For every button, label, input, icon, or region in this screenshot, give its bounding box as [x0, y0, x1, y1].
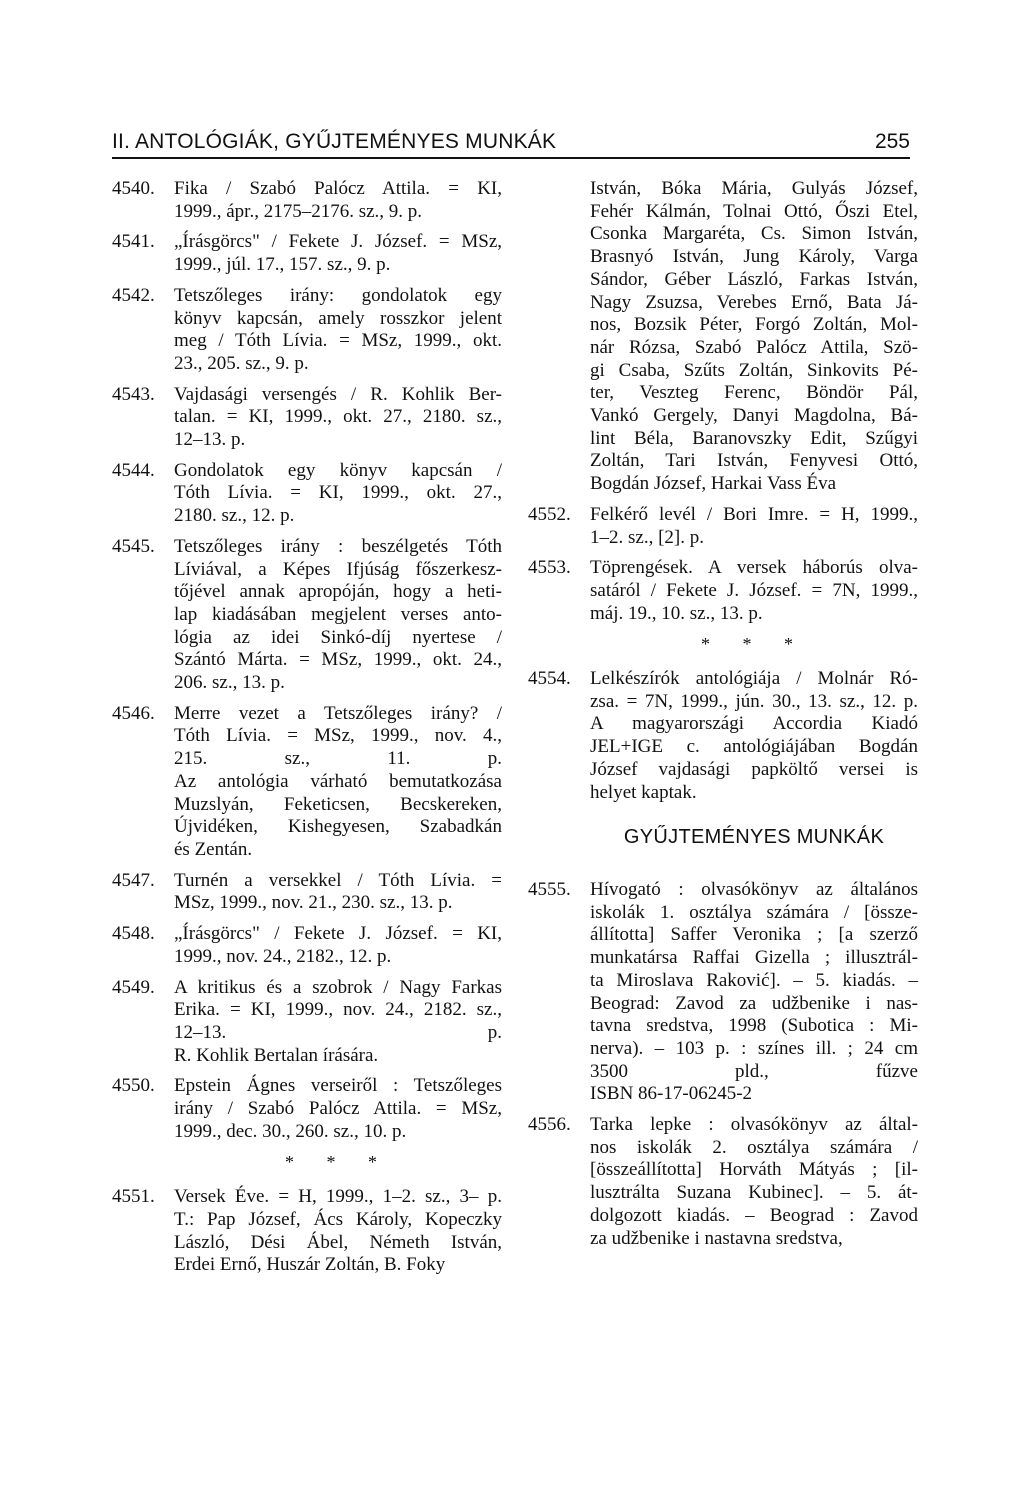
entry-line: Szántó Márta. = MSz, 1999., okt. 24.,: [174, 649, 502, 671]
entry-line: Felkérő levél / Bori Imre. = H, 1999.,: [590, 503, 918, 525]
entry-line: 1999., dec. 30., 260. sz., 10. p.: [174, 1120, 407, 1142]
page-number: 255: [874, 130, 910, 153]
entry-line: 1999., nov. 24., 2182., 12. p.: [174, 945, 392, 967]
bibliography-entry: [112, 870, 502, 915]
entry-line: Epstein Ágnes verseiről : Tetszőleges: [174, 1075, 502, 1097]
entry-number: 4551.: [112, 1186, 155, 1208]
entry-line: munkatársa Raffai Gizella ; illusztrál-: [590, 947, 918, 969]
entry-line: Turnén a versekkel / Tóth Lívia. =: [174, 869, 502, 891]
bibliography-entry: [112, 384, 502, 452]
entry-number: 4550.: [112, 1075, 155, 1097]
entry-line: 206. sz., 13. p.: [174, 672, 285, 694]
entry-line: lusztrálta Suzana Kubinec]. – 5. át-: [590, 1182, 918, 1204]
entry-line: 12–13. p.: [174, 1021, 502, 1043]
entry-line: Zoltán, Tari István, Fenyvesi Ottó,: [590, 450, 918, 472]
section-separator: * * *: [285, 1152, 391, 1173]
entry-line: Lelkészírók antológiája / Molnár Ró-: [590, 668, 918, 690]
entry-line: ISBN 86-17-06245-2: [590, 1083, 753, 1105]
entry-line: Gondolatok egy könyv kapcsán /: [174, 459, 502, 481]
entry-line: Vajdasági versengés / R. Kohlik Ber-: [174, 383, 502, 405]
entry-text: [590, 504, 918, 549]
entry-line: 1999., júl. 17., 157. sz., 9. p.: [174, 254, 391, 276]
entry-line: László, Dési Ábel, Németh István,: [174, 1231, 502, 1253]
entry-line: és Zentán.: [174, 838, 253, 860]
entry-line: Tetszőleges irány: gondolatok egy: [174, 284, 502, 306]
entry-continuation: [590, 178, 918, 496]
entry-line: máj. 19., 10. sz., 13. p.: [590, 602, 763, 624]
bibliography-entry: [112, 178, 502, 223]
entry-line: A kritikus és a szobrok / Nagy Farkas: [174, 976, 502, 998]
bibliography-entry: [528, 879, 918, 1106]
entry-line: Hívogató : olvasókönyv az általános: [590, 878, 918, 900]
entry-line: zsa. = 7N, 1999., jún. 30., 13. sz., 12. p.: [590, 690, 918, 712]
entry-line: nerva). – 103 p. : színes ill. ; 24 cm: [590, 1037, 918, 1059]
entry-number: 4546.: [112, 702, 155, 724]
bibliography-entry: [112, 923, 502, 968]
entry-line: Merre vezet a Tetszőleges irány? /: [174, 702, 502, 724]
entry-text: [590, 1114, 918, 1250]
bibliography-entry: [112, 460, 502, 528]
entry-line: állította] Saffer Veronika ; [a szerző: [590, 924, 918, 946]
entry-line: Az antológia várható bemutatkozása: [174, 770, 502, 792]
section-heading: GYŰJTEMÉNYES MUNKÁK: [623, 826, 885, 849]
entry-number: 4543.: [112, 383, 155, 405]
entry-line: lógia az idei Sinkó-díj nyertese /: [174, 626, 502, 648]
right-column: [528, 178, 918, 1258]
section-separator: * * *: [701, 634, 807, 655]
bibliography-entry: [112, 536, 502, 695]
entry-line: Nagy Zsuzsa, Verebes Ernő, Bata Já-: [590, 291, 918, 313]
entry-number: 4553.: [528, 557, 571, 579]
entry-line: Újvidéken, Kishegyesen, Szabadkán: [174, 816, 502, 838]
entry-text: [174, 178, 502, 223]
bibliography-entry: [528, 1114, 918, 1250]
entry-line: helyet kaptak.: [590, 781, 697, 803]
entry-line: nos iskolák 2. osztálya számára /: [590, 1136, 918, 1158]
entry-line: ta Miroslava Raković]. – 5. kiadás. –: [590, 969, 918, 991]
entry-line: nos, Bozsik Péter, Forgó Zoltán, Mol-: [590, 314, 918, 336]
entry-line: Brasnyó István, Jung Károly, Varga: [590, 246, 918, 268]
entry-number: 4552.: [528, 503, 571, 525]
entry-text: [174, 231, 502, 276]
entry-line: za udžbenike i nastavna sredstva,: [590, 1227, 843, 1249]
entry-line: „Írásgörcs" / Fekete J. József. = KI,: [174, 923, 502, 945]
entry-number: 4554.: [528, 668, 571, 690]
entry-line: R. Kohlik Bertalan írására.: [174, 1044, 379, 1066]
entry-line: iskolák 1. osztálya számára / [össze-: [590, 901, 918, 923]
bibliography-entry: [112, 977, 502, 1068]
entry-number: 4547.: [112, 869, 155, 891]
entry-number: 4541.: [112, 231, 155, 253]
entry-line: 1–2. sz., [2]. p.: [590, 526, 704, 548]
entry-line: talan. = KI, 1999., okt. 27., 2180. sz.,: [174, 406, 502, 428]
entry-line: tavna sredstva, 1998 (Subotica : Mi-: [590, 1015, 918, 1037]
bibliography-entry: [112, 1186, 502, 1277]
entry-number: 4540.: [112, 178, 155, 199]
entry-number: 4555.: [528, 878, 571, 900]
entry-text: [590, 879, 918, 1106]
entry-line: Bogdán József, Harkai Vass Éva: [590, 473, 837, 495]
entry-text: [174, 1186, 502, 1277]
bibliography-entry: [112, 703, 502, 862]
entry-line: Beograd: Zavod za udžbenike i nas-: [590, 992, 918, 1014]
entry-line: Versek Éve. = H, 1999., 1–2. sz., 3– p.: [174, 1186, 502, 1208]
entry-text: [174, 977, 502, 1068]
entry-number: 4545.: [112, 535, 155, 557]
entry-line: Tóth Lívia. = MSz, 1999., nov. 4.,: [174, 725, 502, 747]
entry-line: 3500 pld., fűzve: [590, 1060, 918, 1082]
entry-line: Tarka lepke : olvasókönyv az által-: [590, 1114, 918, 1136]
entry-text: [174, 923, 502, 968]
entry-line: Tóth Lívia. = KI, 1999., okt. 27.,: [174, 482, 502, 504]
left-column: [112, 178, 502, 1285]
entry-line: István, Bóka Mária, Gulyás József,: [590, 178, 918, 199]
entry-line: 2180. sz., 12. p.: [174, 505, 295, 527]
entry-line: tőjével annak apropóján, hogy a heti-: [174, 581, 502, 603]
entry-line: nár Rózsa, Szabó Palócz Attila, Szö-: [590, 336, 918, 358]
entry-line: satáról / Fekete J. József. = 7N, 1999.,: [590, 579, 918, 601]
header-rule: [112, 157, 910, 159]
entry-line: Líviával, a Képes Ifjúság főszerkesz-: [174, 558, 502, 580]
bibliography-entry: [112, 231, 502, 276]
entry-line: Sándor, Géber László, Farkas István,: [590, 268, 918, 290]
entry-line: Fehér Kálmán, Tolnai Ottó, Őszi Etel,: [590, 200, 918, 222]
entry-text: [174, 536, 502, 695]
entry-line: T.: Pap József, Ács Károly, Kopeczky: [174, 1208, 502, 1230]
entry-line: Vankó Gergely, Danyi Magdolna, Bá-: [590, 405, 918, 427]
entry-line: JEL+IGE c. antológiájában Bogdán: [590, 736, 918, 758]
entry-number: 4556.: [528, 1114, 571, 1136]
entry-line: A magyarországi Accordia Kiadó: [590, 713, 918, 735]
entry-text: [174, 1075, 502, 1143]
entry-line: meg / Tóth Lívia. = MSz, 1999., okt.: [174, 330, 502, 352]
running-title: II. ANTOLÓGIÁK, GYŰJTEMÉNYES MUNKÁK: [112, 130, 557, 153]
entry-line: dolgozott kiadás. – Beograd : Zavod: [590, 1204, 918, 1226]
entry-number: 4544.: [112, 459, 155, 481]
entry-line: Fika / Szabó Palócz Attila. = KI,: [174, 178, 502, 199]
entry-line: József vajdasági papköltő versei is: [590, 758, 918, 780]
bibliography-entry: [112, 285, 502, 376]
page-header: [112, 124, 910, 158]
entry-line: [összeállította] Horváth Mátyás ; [il-: [590, 1159, 918, 1181]
entry-line: Töprengések. A versek háborús olva-: [590, 557, 918, 579]
entry-text: [174, 285, 502, 376]
entry-line: Muzslyán, Feketicsen, Becskereken,: [174, 793, 502, 815]
entry-line: 12–13. p.: [174, 429, 246, 451]
entry-text: [590, 557, 918, 625]
entry-line: „Írásgörcs" / Fekete J. József. = MSz,: [174, 231, 502, 253]
entry-line: könyv kapcsán, amely rosszkor jelent: [174, 307, 502, 329]
entry-line: lap kiadásában megjelent verses anto-: [174, 603, 502, 625]
entry-text: [174, 870, 502, 915]
entry-line: MSz, 1999., nov. 21., 230. sz., 13. p.: [174, 892, 453, 914]
entry-line: 1999., ápr., 2175–2176. sz., 9. p.: [174, 200, 423, 222]
entry-text: [590, 668, 918, 804]
entry-number: 4548.: [112, 923, 155, 945]
entry-line: gi Csaba, Szűts Zoltán, Sinkovits Pé-: [590, 359, 918, 381]
entry-line: irány / Szabó Palócz Attila. = MSz,: [174, 1098, 502, 1120]
entry-number: 4549.: [112, 976, 155, 998]
entry-text: [174, 460, 502, 528]
entry-number: 4542.: [112, 284, 155, 306]
entry-line: Erdei Ernő, Huszár Zoltán, B. Foky: [174, 1254, 446, 1276]
entry-line: Erika. = KI, 1999., nov. 24., 2182. sz.,: [174, 999, 502, 1021]
entry-line: Tetszőleges irány : beszélgetés Tóth: [174, 535, 502, 557]
entry-line: Csonka Margaréta, Cs. Simon István,: [590, 223, 918, 245]
bibliography-entry: [528, 504, 918, 549]
entry-line: lint Béla, Baranovszky Edit, Szűgyi: [590, 427, 918, 449]
bibliography-entry: [528, 668, 918, 804]
bibliography-entry: [528, 557, 918, 625]
entry-line: 23., 205. sz., 9. p.: [174, 352, 309, 374]
entry-line: ter, Veszteg Ferenc, Böndör Pál,: [590, 382, 918, 404]
entry-text: [174, 703, 502, 862]
entry-line: 215. sz., 11. p.: [174, 748, 502, 770]
entry-text: [174, 384, 502, 452]
bibliography-entry: [112, 1075, 502, 1143]
